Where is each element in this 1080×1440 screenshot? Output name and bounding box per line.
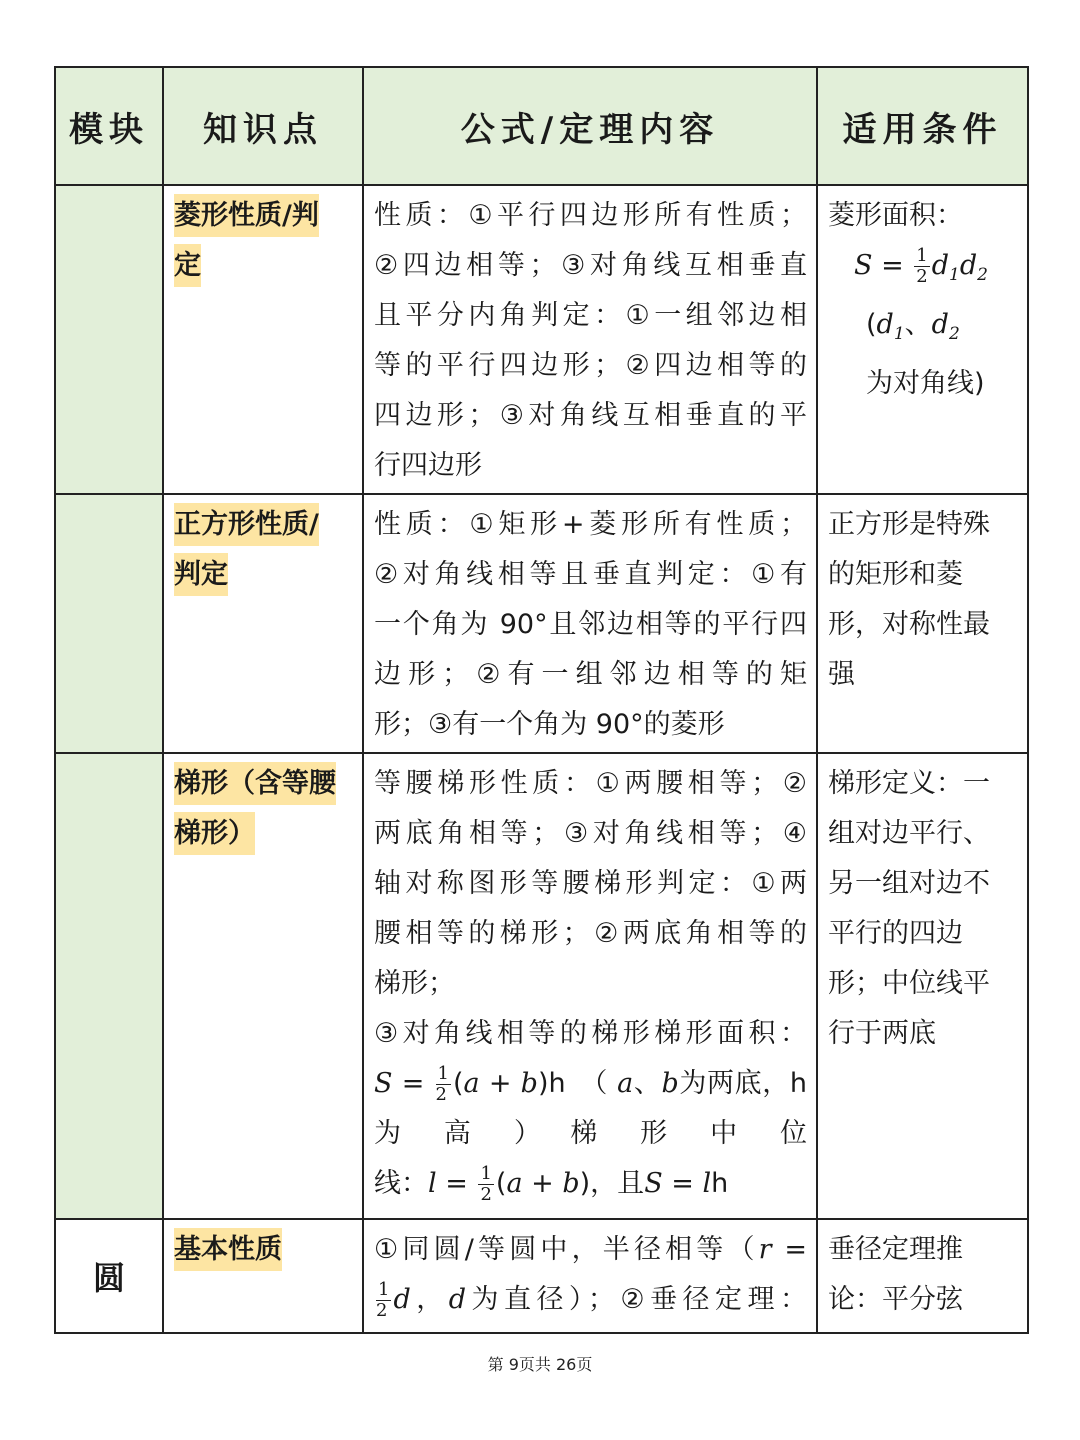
module-cell — [55, 494, 163, 753]
text-segment: )，且 — [579, 1168, 645, 1199]
text-line: ②四边相等；③对角线互相垂直 — [374, 250, 807, 281]
conditions-cell — [817, 1219, 1028, 1333]
text-line: 形；中位线平 — [828, 968, 990, 999]
text-line: 轴对称图形等腰梯形判定：①两 — [374, 868, 807, 899]
text-line: 梯形； — [374, 968, 455, 999]
fraction-denominator: 2 — [376, 1300, 388, 1321]
text-segment: = — [392, 1068, 434, 1099]
formula-content-cell — [363, 494, 817, 753]
formula-content — [364, 1220, 816, 1325]
formula-content-cell — [363, 185, 817, 494]
highlighted-text: 梯形） — [174, 812, 255, 855]
text-line: 等腰梯形性质：①两腰相等；② — [374, 768, 807, 799]
text-segment: + — [479, 1068, 521, 1099]
math-subscript: 2 — [948, 324, 960, 344]
header-conditions: 适用条件 — [817, 67, 1028, 185]
text-line — [828, 241, 1018, 300]
text-line: 等的平行四边形；②四边相等的 — [374, 350, 807, 381]
text-line: 垂径定理推 — [828, 1234, 963, 1265]
page-footer: 第 9页共 26页 — [487, 1355, 593, 1374]
highlighted-text: 判定 — [174, 553, 228, 596]
highlighted-text: 梯形（含等腰 — [174, 762, 336, 805]
formula-content-cell — [363, 753, 817, 1219]
math-variable: d — [959, 250, 978, 281]
knowledge-point-cell — [163, 1219, 363, 1333]
math-variable: b — [562, 1168, 580, 1199]
fraction-denominator: 2 — [435, 1084, 447, 1105]
text-line: 性质：①平行四边形所有性质； — [374, 200, 807, 231]
text-line: 四边形；③对角线互相垂直的平 — [374, 400, 807, 431]
text-line: 且平分内角判定：①一组邻边相 — [374, 300, 807, 331]
text-line: 行四边形 — [374, 450, 482, 481]
highlight-line — [174, 759, 353, 809]
math-variable: a — [463, 1068, 480, 1099]
highlight-line — [174, 550, 353, 600]
math-fraction — [376, 1280, 391, 1321]
text-line: 为对角线) — [866, 368, 985, 399]
math-variable: d — [393, 1284, 411, 1315]
text-line — [374, 1159, 807, 1209]
text-segment: + — [522, 1168, 563, 1199]
math-fraction — [914, 246, 929, 287]
text-segment: 、 — [904, 309, 932, 340]
math-variable: b — [520, 1068, 538, 1099]
knowledge-table — [54, 66, 1029, 1334]
text-line: ③对角线相等的梯形梯形面积： — [374, 1018, 807, 1049]
text-line: 论：平分弦 — [828, 1284, 963, 1315]
header-formula-content: 公式/定理内容 — [363, 67, 817, 185]
text-line: 边形；②有一组邻边相等的矩 — [374, 659, 807, 690]
text-segment: h — [711, 1168, 729, 1199]
text-segment: = — [436, 1168, 477, 1199]
fraction-numerator: 1 — [378, 1279, 390, 1300]
text-segment: 为直径）；②垂径定理： — [466, 1284, 807, 1315]
highlighted-text: 定 — [174, 244, 201, 287]
table-row — [55, 494, 1028, 753]
text-line — [374, 1059, 807, 1109]
knowledge-point — [164, 186, 362, 291]
text-line: 另一组对边不 — [828, 868, 990, 899]
text-line: 梯形定义：一 — [828, 768, 990, 799]
knowledge-point-cell — [163, 494, 363, 753]
text-line: 菱形面积： — [828, 200, 963, 231]
highlighted-text: 菱形性质/判 — [174, 194, 319, 237]
text-segment: = — [662, 1168, 703, 1199]
math-variable: d — [876, 309, 894, 340]
fraction-denominator: 2 — [480, 1184, 492, 1205]
text-line: 性质：①矩形+菱形所有性质； — [374, 509, 807, 540]
text-segment: ( — [452, 1068, 464, 1099]
conditions — [818, 754, 1027, 1059]
text-line: ②对角线相等且垂直判定：①有 — [374, 559, 807, 590]
math-subscript: 2 — [977, 265, 988, 285]
text-line: 一个角为 90°且邻边相等的平行四 — [374, 609, 807, 640]
fraction-denominator: 2 — [916, 266, 928, 287]
highlighted-text: 正方形性质/ — [174, 503, 319, 546]
fraction-numerator: 1 — [437, 1063, 449, 1084]
math-subscript: 1 — [949, 265, 960, 285]
highlight-line — [174, 500, 353, 550]
fraction-numerator: 1 — [916, 245, 928, 266]
knowledge-point — [164, 495, 362, 600]
conditions — [818, 186, 1027, 409]
text-segment: = — [872, 250, 913, 281]
text-line: 行于两底 — [828, 1018, 936, 1049]
conditions — [818, 495, 1027, 700]
text-segment: ( — [495, 1168, 507, 1199]
highlighted-text: 基本性质 — [174, 1228, 282, 1271]
text-line: 为 高 ） 梯 形 中 位 — [374, 1118, 807, 1149]
table-row — [55, 1219, 1028, 1333]
math-variable: l — [428, 1168, 437, 1199]
header-module: 模块 — [55, 67, 163, 185]
text-line: 两底角相等；③对角线相等；④ — [374, 818, 807, 849]
text-segment: 为两底，h — [678, 1068, 808, 1099]
math-variable: a — [506, 1168, 523, 1199]
text-segment: = — [771, 1234, 807, 1265]
math-variable: S — [374, 1068, 393, 1099]
conditions-cell — [817, 494, 1028, 753]
knowledge-point — [164, 1220, 362, 1275]
math-fraction — [478, 1164, 493, 1205]
module-cell: 圆 — [55, 1219, 163, 1333]
math-variable: b — [661, 1068, 679, 1099]
text-line: 腰相等的梯形；②两底角相等的 — [374, 918, 807, 949]
text-segment: ( — [866, 309, 877, 340]
math-subscript: 1 — [893, 324, 905, 344]
knowledge-point — [164, 754, 362, 859]
text-line: 正方形是特殊 — [828, 509, 990, 540]
formula-content — [364, 754, 816, 1209]
header-knowledge-point: 知识点 — [163, 67, 363, 185]
text-line: 强 — [828, 659, 855, 690]
text-segment: 线： — [374, 1168, 428, 1199]
module-cell — [55, 753, 163, 1219]
highlight-line — [174, 1225, 353, 1275]
module-cell — [55, 185, 163, 494]
conditions-cell — [817, 753, 1028, 1219]
text-segment: )h （ — [537, 1068, 618, 1099]
text-segment: ， — [410, 1284, 449, 1315]
math-variable: S — [854, 250, 873, 281]
text-line: 平行的四边 — [828, 918, 963, 949]
text-line: 形；③有一个角为 90°的菱形 — [374, 709, 725, 740]
fraction-numerator: 1 — [480, 1163, 492, 1184]
math-variable: d — [448, 1284, 467, 1315]
math-variable: l — [702, 1168, 712, 1199]
formula-content — [364, 495, 816, 750]
highlight-line — [174, 809, 353, 859]
text-line: 的矩形和菱 — [828, 559, 963, 590]
math-variable: a — [617, 1068, 634, 1099]
math-variable: S — [644, 1168, 663, 1199]
text-line: 组对边平行、 — [828, 818, 990, 849]
table-header-row — [55, 67, 1028, 185]
table-row — [55, 185, 1028, 494]
table-row — [55, 753, 1028, 1219]
conditions-cell — [817, 185, 1028, 494]
math-variable: r — [758, 1234, 772, 1265]
math-variable: d — [931, 250, 950, 281]
text-line — [374, 1225, 807, 1275]
formula-content-cell — [363, 1219, 817, 1333]
highlight-line — [174, 191, 353, 241]
text-line — [828, 300, 1018, 359]
text-segment: 、 — [633, 1068, 662, 1099]
knowledge-point-cell — [163, 753, 363, 1219]
formula-content — [364, 186, 816, 491]
text-line: 形，对称性最 — [828, 609, 990, 640]
highlight-line — [174, 241, 353, 291]
conditions — [818, 1220, 1027, 1325]
text-line — [374, 1275, 807, 1325]
knowledge-point-cell — [163, 185, 363, 494]
math-variable: d — [931, 309, 949, 340]
text-segment: ①同圆/等圆中，半径相等（ — [374, 1234, 759, 1265]
math-fraction — [436, 1064, 451, 1105]
